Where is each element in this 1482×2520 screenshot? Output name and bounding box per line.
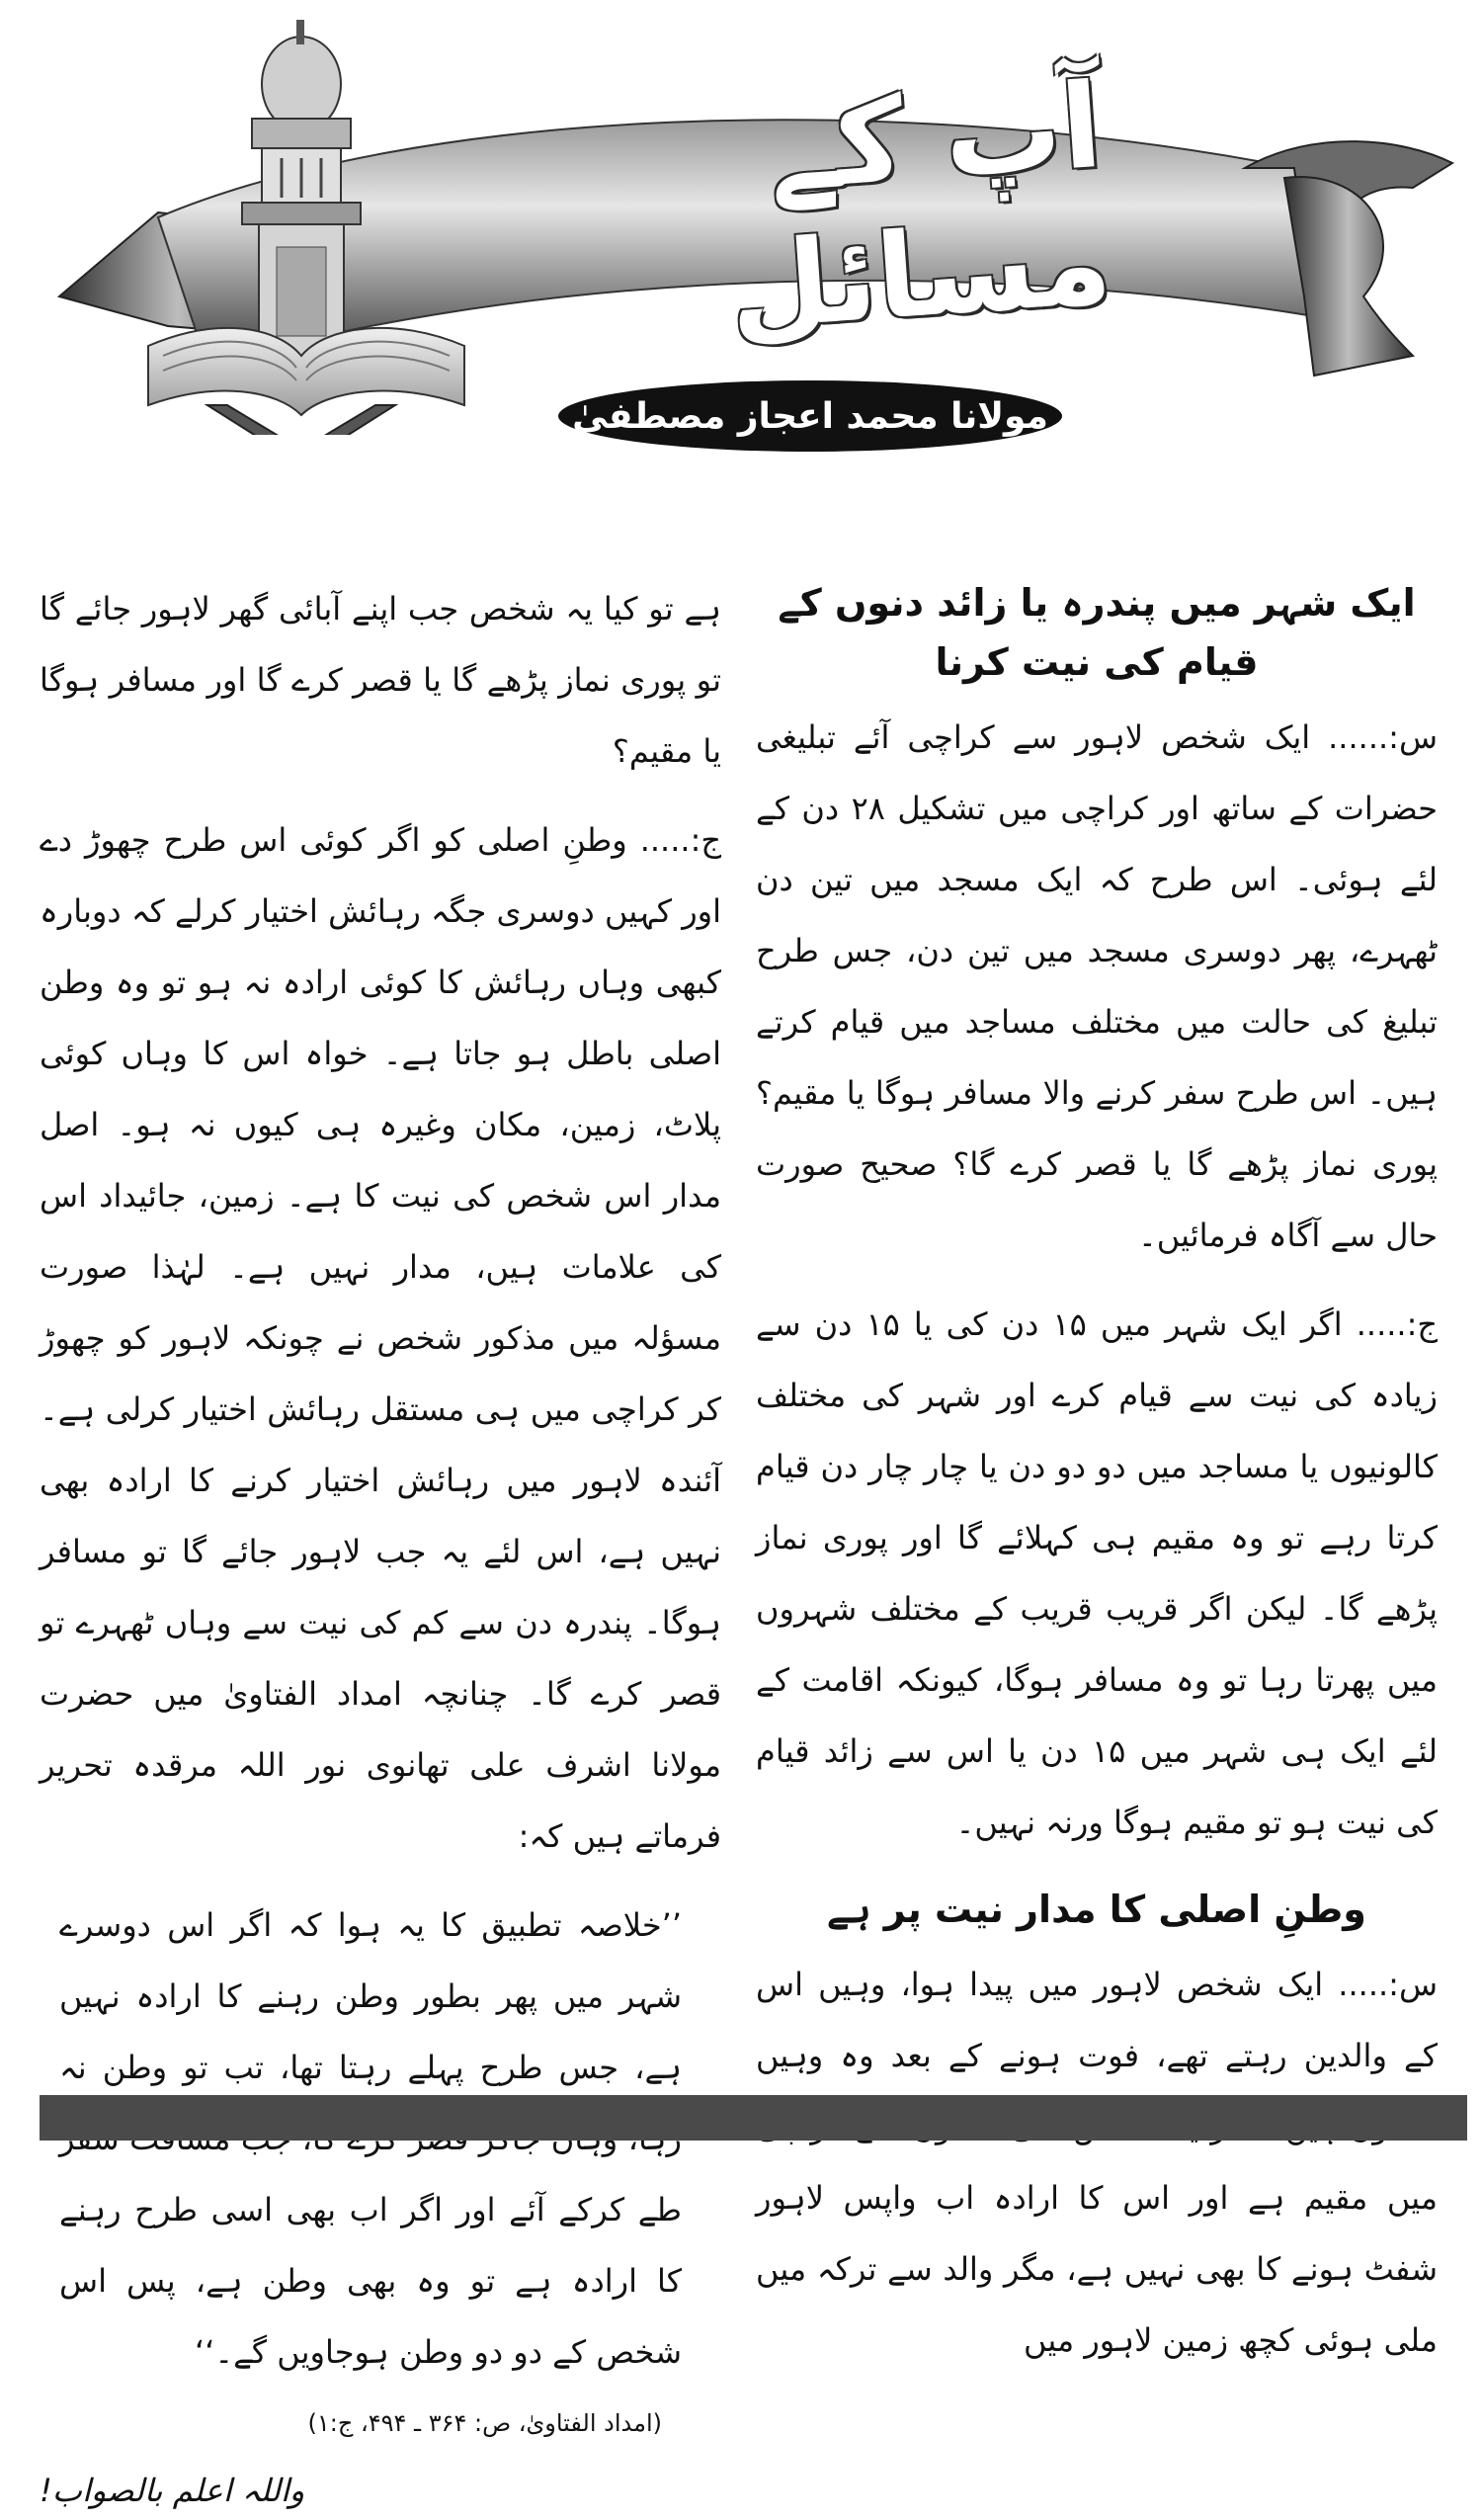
header-banner xyxy=(0,0,1482,435)
question-1: س:...... ایک شخص لاہور سے کراچی آئے تبلیغی حضرات کے ساتھ اور کراچی میں تشکیل ۲۸ دن کے لئے ہوئی۔ اس طرح کہ ایک مسجد میں تین دن ٹھہرے، پھر دوسری مسجد میں تین دن، جس طرح تبلیغ کی حالت میں مختلف مساجد میں قیام کرتے ہیں۔ اس طرح سفر کرنے والا مسافر ہوگا یا مقیم؟ پوری نماز پڑھے گا یا قصر کرے گا؟ صحیح صورت حال سے آگاہ فرمائیں۔ xyxy=(756,718,1439,1254)
author-name: مولانا محمد اعجاز مصطفیٰ xyxy=(558,380,1062,452)
question-2-continued: ہے تو کیا یہ شخص جب اپنے آبائی گھر لاہور جائے گا تو پوری نماز پڑھے گا یا قصر کرے گا اور مسافر ہوگا یا مقیم؟ xyxy=(40,590,721,770)
closing-phrase: واللہ اعلم بالصواب! xyxy=(40,2472,305,2509)
answer-1: ج:..... اگر ایک شہر میں ۱۵ دن کی یا ۱۵ دن سے زیادہ کی نیت سے قیام کرے اور شہر کی مختلف کالونیوں یا مساجد میں دو دو دن یا چار چار دن قیام کرتا رہے تو وہ مقیم ہی کہلائے گا اور پوری نماز پڑھے گا۔ لیکن اگر قریب قریب کے مختلف شہروں میں پھرتا رہا تو وہ مسافر ہوگا، کیونکہ اقامت کے لئے ایک ہی شہر میں ۱۵ دن یا اس سے زائد قیام کی نیت ہو تو مقیم ہوگا ورنہ نہیں۔ xyxy=(756,1305,1439,1841)
footer-bar xyxy=(40,2095,1467,2141)
answer-2: ج:..... وطنِ اصلی کو اگر کوئی اس طرح چھوڑ دے اور کہیں دوسری جگہ رہائش اختیار کرلے کہ دوبارہ کبھی وہاں رہائش کا کوئی ارادہ نہ ہو تو وہ وطن اصلی باطل ہو جاتا ہے۔ خواہ اس کا وہاں کوئی پلاٹ، زمین، مکان وغیرہ ہی کیوں نہ ہو۔ اصل مدار اس شخص کی نیت کا ہے۔ زمین، جائیداد اس کی علامات ہیں، مدار نہیں ہے۔ لہٰذا صورت مسؤلہ میں مذکور شخص نے چونکہ لاہور کو چھوڑ کر کراچی میں ہی مستقل رہائش اختیار کرلی ہے۔ آئندہ لاہور میں رہائش اختیار کرنے کا ارادہ بھی نہیں ہے، اس لئے یہ جب لاہور جائے گا تو مسافر ہوگا۔ پندرہ دن سے کم کی نیت سے وہاں ٹھہرے تو قصر کرے گا۔ چنانچہ امداد الفتاویٰ میں حضرت مولانا اشرف علی تھانوی نور اللہ مرقدہ تحریر فرماتے ہیں کہ: xyxy=(40,821,721,1855)
reference-citation: (امداد الفتاویٰ، ص: ۳۶۴ ـ ۴۹۴، ج:۱) xyxy=(307,2409,662,2437)
page-title: آپ کے مسائل xyxy=(724,56,1115,357)
question-2: س:..... ایک شخص لاہور میں پیدا ہوا، وہیں اس کے والدین رہتے تھے، فوت ہونے کے بعد وہ وہیں میں مقیم ہے اور اس کا ارادہ اب واپس لاہور شفٹ ہونے کا بھی نہیں ہے، مگر والد سے ترکہ میں ملی ہوئی کچھ زمین لاہور میں xyxy=(756,1966,1438,2359)
left-column xyxy=(40,573,721,2520)
quotation-imdad-ul-fatawa: ’’خلاصہ تطبیق کا یہ ہوا کہ اگر اس دوسرے شہر میں پھر بطور وطن رہنے کا ارادہ نہیں ہے، جس طرح پہلے رہتا تھا، تب تو وطن نہ طے کرکے آئے اور اگر اب بھی اسی طرح رہنے کا ارادہ ہے تو وہ بھی وطن ہے، پس اس شخص کے دو دو وطن ہوجاویں گے۔‘‘ xyxy=(59,1906,682,2371)
heading-15-days-stay: ایک شہر میں پندرہ یا زائد دنوں کے قیام کی نیت کرنا xyxy=(778,581,1416,684)
heading-watan-asli: وطنِ اصلی کا مدار نیت پر ہے xyxy=(827,1888,1366,1931)
